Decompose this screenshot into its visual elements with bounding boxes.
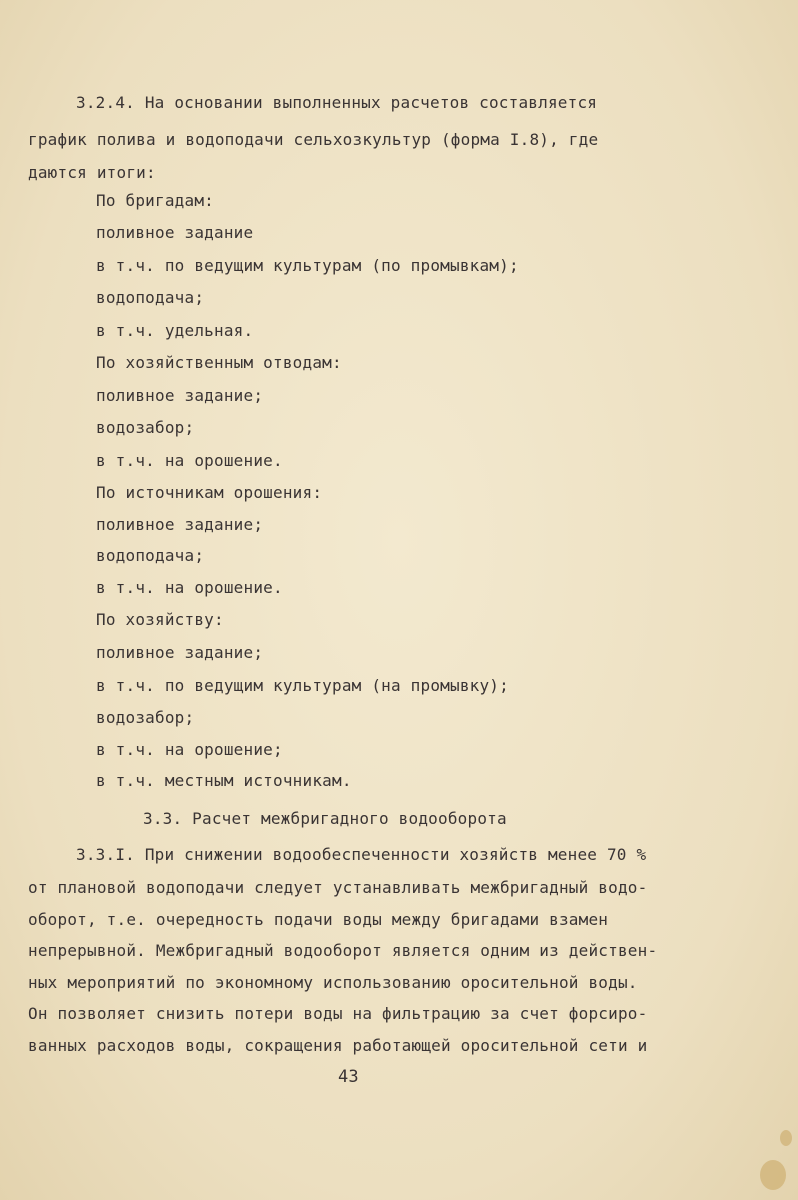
paper-stain	[780, 1130, 792, 1146]
paper-stain	[760, 1160, 786, 1190]
list-item: водозабор;	[96, 418, 195, 437]
paragraph-line: Он позволяет снизить потери воды на фильтрацию за счет форсиро-	[28, 1004, 648, 1023]
list-item: водоподача;	[96, 288, 205, 307]
list-item: поливное задание;	[96, 386, 264, 405]
paragraph-line: от плановой водоподачи следует устанавливать межбригадный водо-	[28, 878, 648, 897]
list-item: По хозяйственным отводам:	[96, 353, 342, 372]
list-item: в т.ч. по ведущим культурам (по промывкам);	[96, 256, 519, 275]
paragraph-line: оборот, т.е. очередность подачи воды между бригадами взамен	[28, 910, 609, 929]
page-number: 43	[338, 1067, 359, 1087]
section-title: 3.3. Расчет межбригадного водооборота	[143, 809, 507, 828]
paragraph-line: 3.3.I. При снижении водообеспеченности хозяйств менее 70 %	[76, 845, 647, 864]
list-item: По бригадам:	[96, 191, 214, 210]
intro-line: график полива и водоподачи сельхозкультур (форма I.8), где	[28, 130, 599, 149]
list-item: поливное задание;	[96, 515, 264, 534]
list-item: в т.ч. по ведущим культурам (на промывку);	[96, 676, 509, 695]
intro-line: 3.2.4. На основании выполненных расчетов составляется	[76, 93, 598, 112]
list-item: в т.ч. на орошение.	[96, 578, 283, 597]
list-item: По источникам орошения:	[96, 483, 323, 502]
paragraph-line: ванных расходов воды, сокращения работающей оросительной сети и	[28, 1036, 648, 1055]
list-item: По хозяйству:	[96, 610, 224, 629]
list-item: в т.ч. удельная.	[96, 321, 254, 340]
paragraph-line: ных мероприятий по экономному использованию оросительной воды.	[28, 973, 638, 992]
list-item: водоподача;	[96, 546, 205, 565]
intro-line: даются итоги:	[28, 163, 156, 182]
list-item: в т.ч. на орошение;	[96, 740, 283, 759]
list-item: в т.ч. на орошение.	[96, 451, 283, 470]
list-item: поливное задание	[96, 223, 254, 242]
list-item: поливное задание;	[96, 643, 264, 662]
list-item: водозабор;	[96, 708, 195, 727]
list-item: в т.ч. местным источникам.	[96, 771, 352, 790]
paragraph-line: непрерывной. Межбригадный водооборот является одним из действен-	[28, 941, 658, 960]
